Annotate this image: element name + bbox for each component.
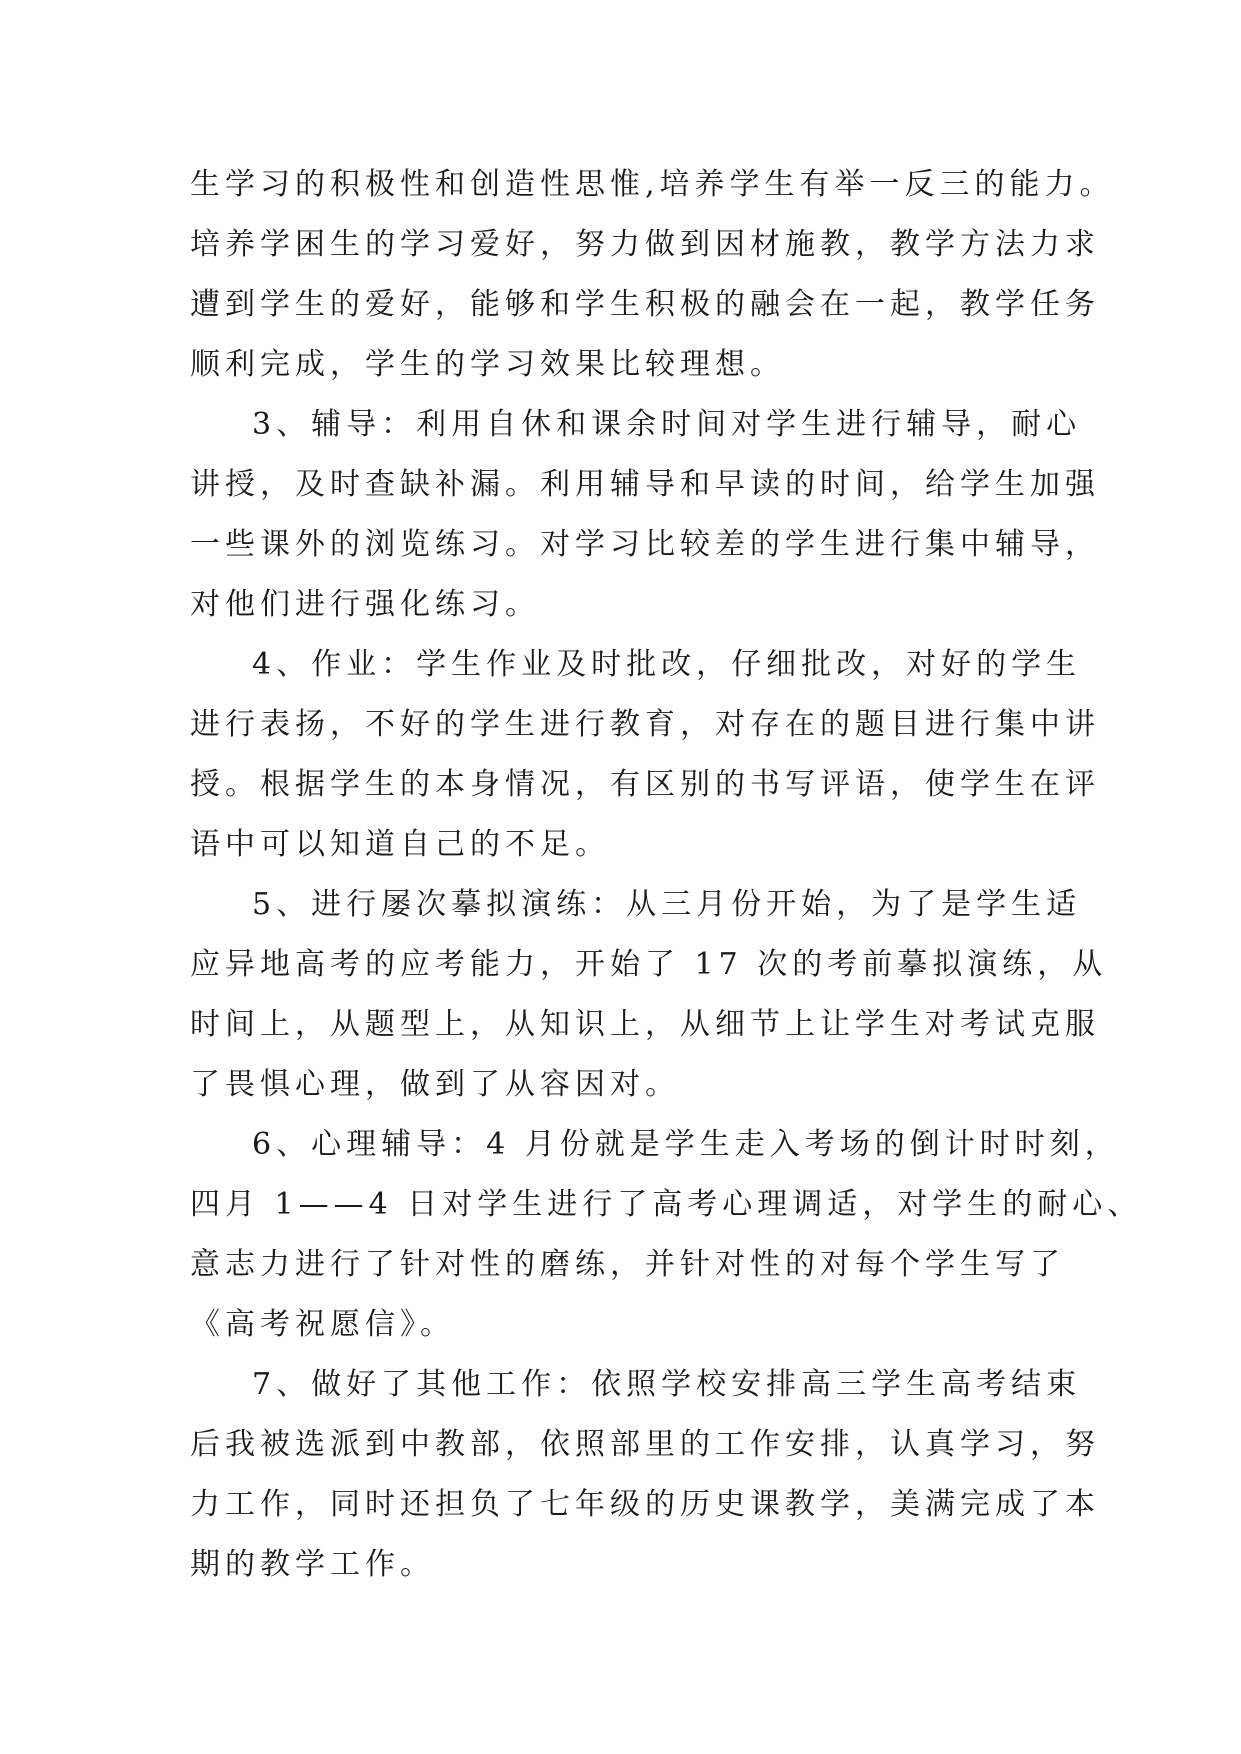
text-line: 遭到学生的爱好，能够和学生积极的融会在一起，教学任务 (190, 287, 1100, 322)
text-line: 生学习的积极性和创造性思惟,培养学生有举一反三的能力。 (190, 167, 1115, 202)
text-line: 4、作业：学生作业及时批改，仔细批改，对好的学生 (252, 647, 1082, 682)
text-line: 7、做好了其他工作：依照学校安排高三学生高考结束 (252, 1367, 1082, 1402)
text-line: 3、辅导：利用自休和课余时间对学生进行辅导，耐心 (252, 407, 1082, 442)
paragraph-psychological-counseling (190, 1115, 1143, 1355)
text-line: 5、进行屡次摹拟演练：从三月份开始，为了是学生适 (252, 887, 1082, 922)
paragraph-teaching-continued (190, 155, 1115, 395)
paragraph-tutoring (190, 395, 1100, 635)
text-line: 讲授，及时查缺补漏。利用辅导和早读的时间，给学生加强 (190, 467, 1100, 502)
text-line: 意志力进行了针对性的磨练，并针对性的对每个学生写了 (190, 1247, 1065, 1282)
text-line: 时间上，从题型上，从知识上，从细节上让学生对考试克服 (190, 1007, 1100, 1042)
text-line: 6、心理辅导：4 月份就是学生走入考场的倒计时时刻， (252, 1127, 1120, 1162)
paragraph-other-work (190, 1355, 1100, 1595)
text-line: 期的教学工作。 (190, 1547, 435, 1582)
text-line: 对他们进行强化练习。 (190, 587, 540, 622)
text-line: 了畏惧心理，做到了从容因对。 (190, 1067, 680, 1102)
text-line: 培养学困生的学习爱好，努力做到因材施教，教学方法力求 (190, 227, 1100, 262)
text-line: 一些课外的浏览练习。对学习比较差的学生进行集中辅导， (190, 527, 1100, 562)
text-line: 授。根据学生的本身情况，有区别的书写评语，使学生在评 (190, 767, 1100, 802)
text-line: 进行表扬，不好的学生进行教育，对存在的题目进行集中讲 (190, 707, 1100, 742)
paragraph-homework (190, 635, 1100, 875)
text-line: 《高考祝愿信》。 (190, 1307, 455, 1342)
text-line: 应异地高考的应考能力，开始了 17 次的考前摹拟演练，从 (190, 947, 1108, 982)
text-line: 顺利完成，学生的学习效果比较理想。 (190, 347, 785, 382)
paragraph-mock-exams (190, 875, 1108, 1115)
text-line: 语中可以知道自己的不足。 (190, 827, 610, 862)
text-line: 后我被选派到中教部，依照部里的工作安排，认真学习，努 (190, 1427, 1100, 1462)
text-line: 力工作，同时还担负了七年级的历史课教学，美满完成了本 (190, 1487, 1100, 1522)
text-line: 四月 1——4 日对学生进行了高考心理调适，对学生的耐心、 (190, 1187, 1143, 1222)
